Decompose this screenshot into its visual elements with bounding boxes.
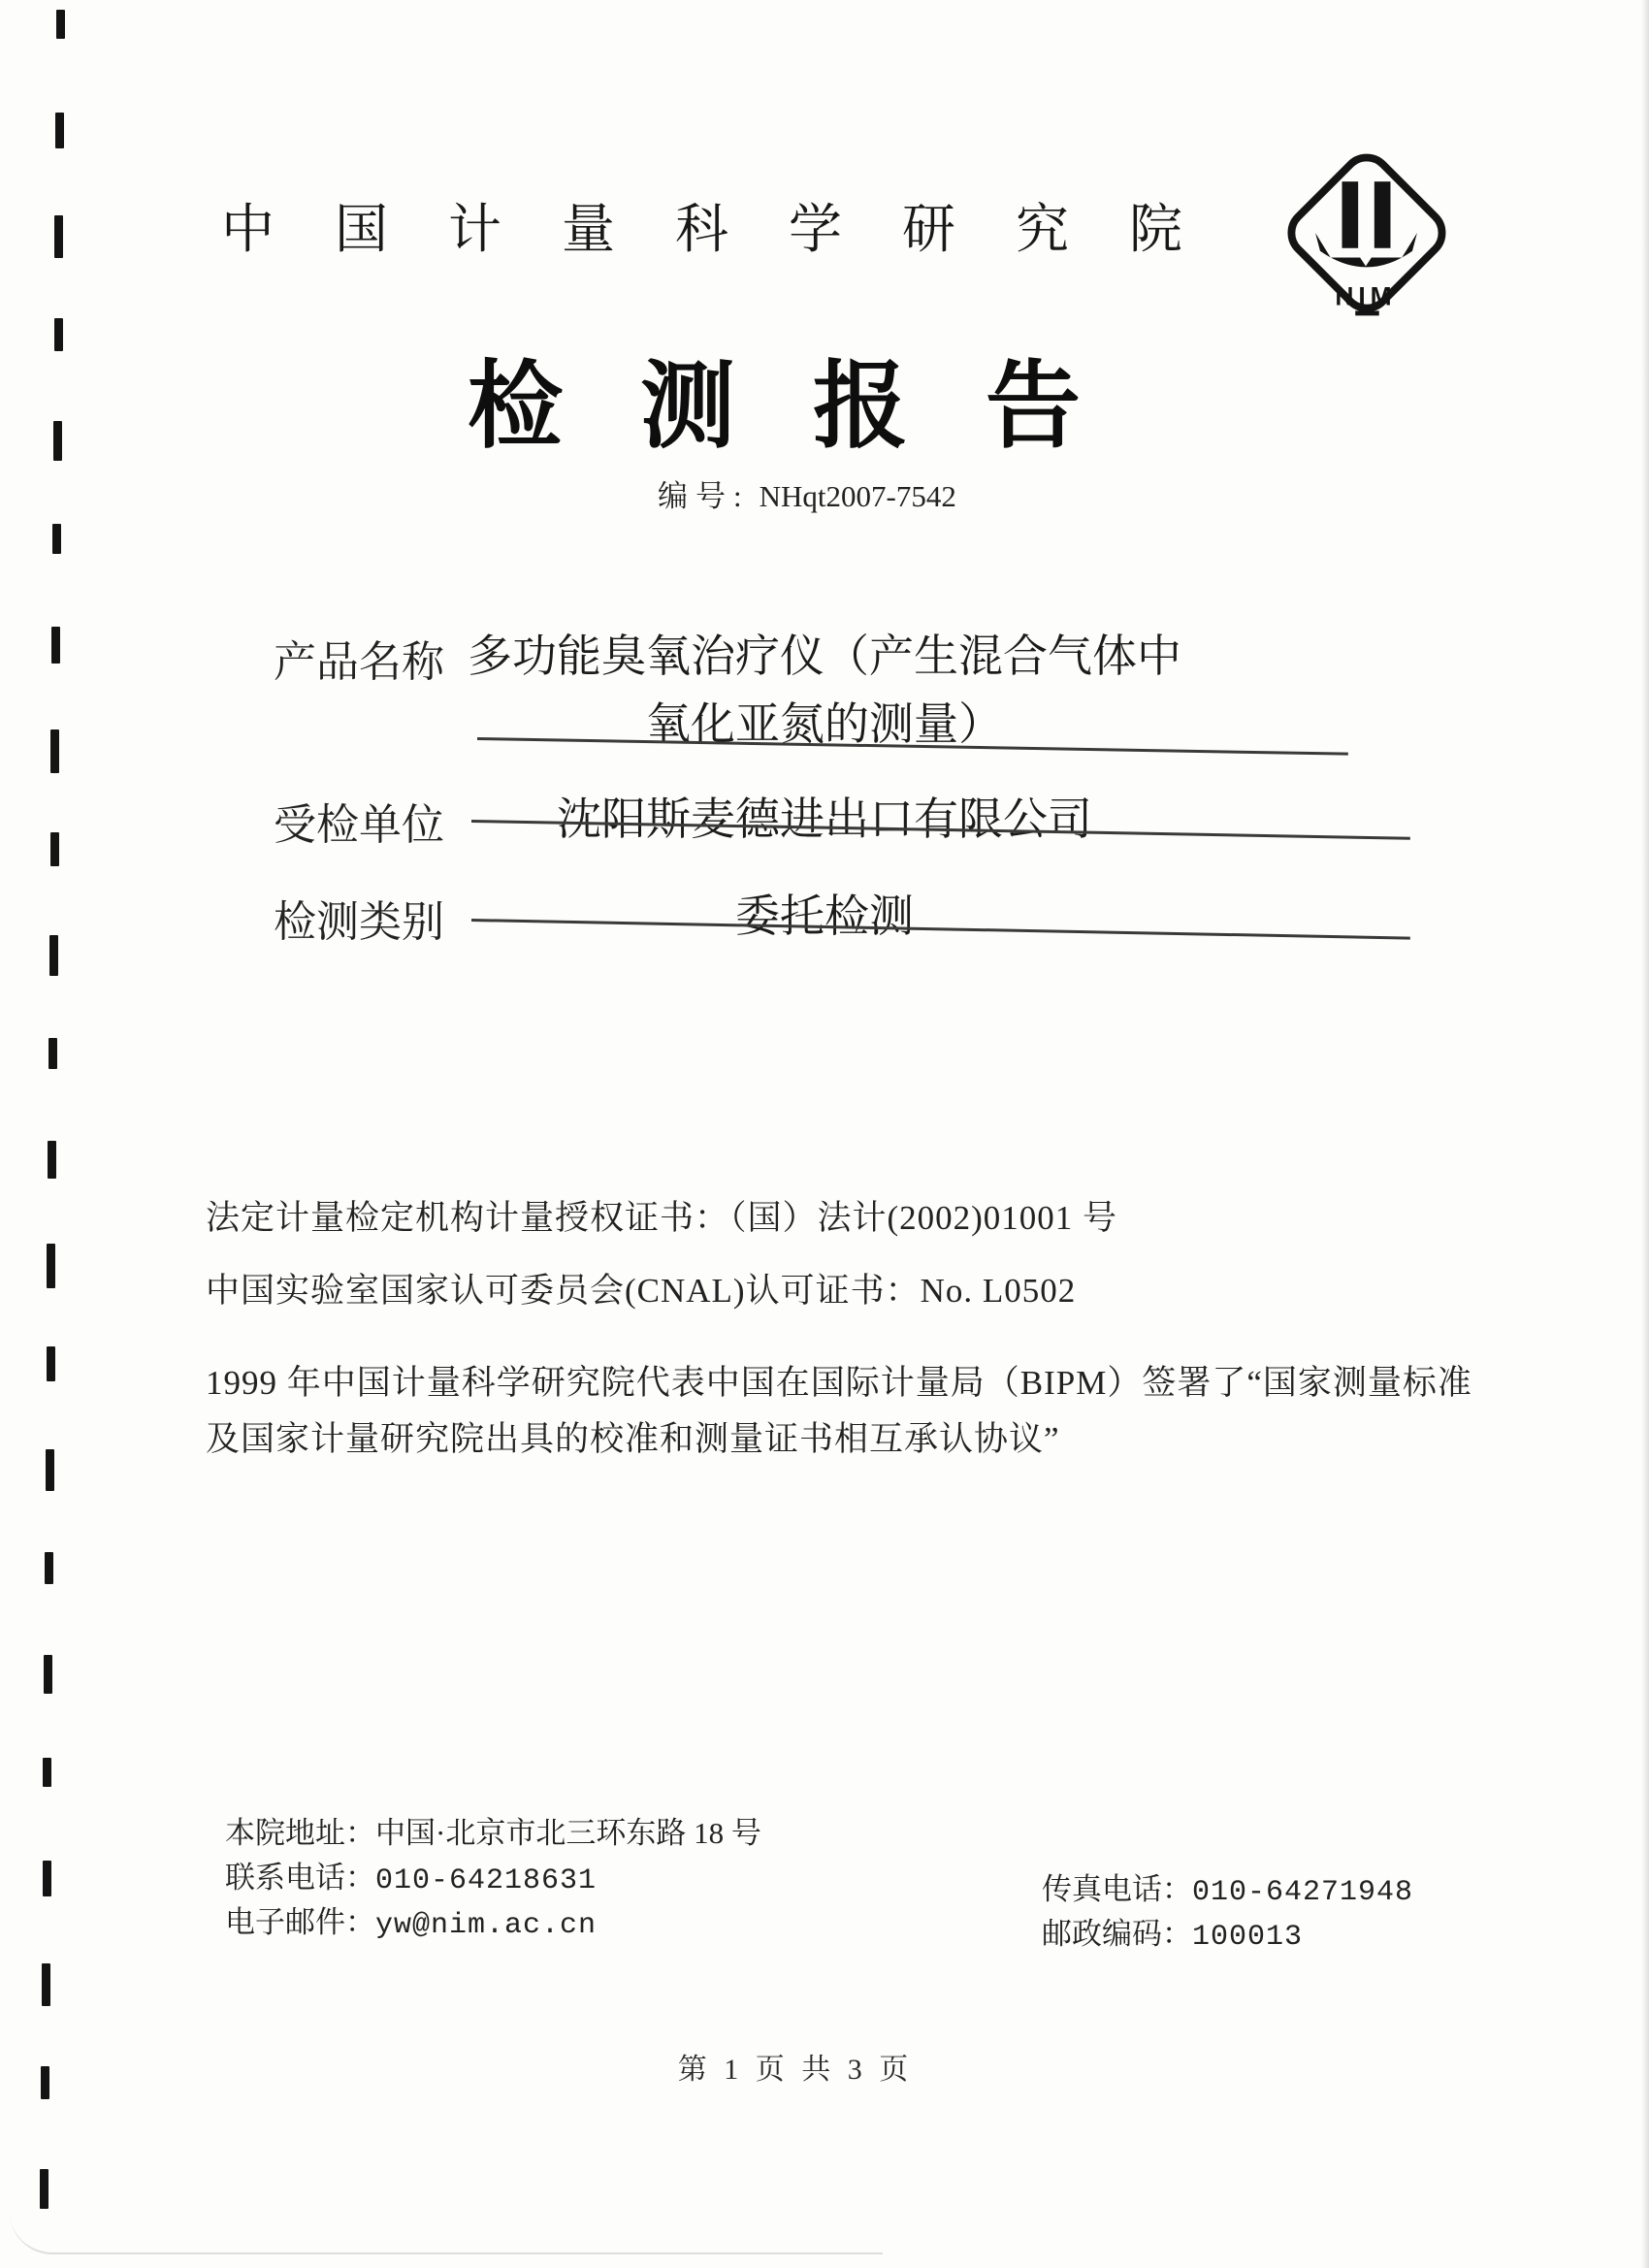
logo-underline (1355, 310, 1379, 315)
report-number-value: NHqt2007-7542 (759, 479, 956, 513)
binding-dash (47, 1244, 55, 1288)
field-label-product-name: 产品名称 (274, 638, 444, 686)
contact-email (225, 1897, 597, 1942)
contact-postcode-label: 邮政编码： (1042, 1917, 1192, 1951)
binding-dash (53, 421, 62, 461)
logo-text: NIM (1335, 281, 1397, 311)
nim-logo (1271, 142, 1461, 332)
binding-dash (42, 1963, 50, 2006)
accreditation-line-2: 中国实验室国家认可委员会(CNAL)认可证书：No. L0502 (206, 1272, 1077, 1310)
contact-phone-value: 010-64218631 (375, 1864, 598, 1897)
statement-line-2: 及国家计量研究院出具的校准和测量证书相互承认协议” (206, 1420, 1060, 1458)
binding-dash (52, 524, 61, 554)
accreditation-line-1: 法定计量检定机构计量授权证书：（国）法计(2002)01001 号 (206, 1199, 1118, 1237)
binding-dash (50, 729, 59, 773)
binding-dash (40, 2169, 48, 2209)
binding-dash (46, 1449, 54, 1491)
field-value-test-category: 委托检测 (735, 891, 914, 941)
binding-dash (43, 1758, 51, 1787)
report-number (658, 471, 956, 515)
contact-fax-label: 传真电话： (1042, 1872, 1192, 1906)
contact-address (225, 1808, 761, 1852)
report-title: 检测报告 (468, 352, 1159, 459)
field-value-client: 沈阳斯麦德进出口有限公司 (557, 794, 1092, 844)
binding-dash (51, 627, 60, 664)
logo-glyph (1315, 181, 1417, 267)
field-label-test-category: 检测类别 (274, 898, 444, 946)
contact-phone (225, 1853, 597, 1897)
binding-dash (54, 215, 63, 258)
binding-dash (45, 1552, 53, 1584)
binding-dash (56, 10, 65, 39)
statement-line-1: 1999 年中国计量科学研究院代表中国在国际计量局（BIPM）签署了“国家测量标准 (206, 1364, 1472, 1402)
contact-postcode (1042, 1909, 1303, 1954)
binding-dash (55, 113, 64, 148)
binding-dash (50, 832, 59, 866)
binding-dash (48, 1141, 56, 1179)
binding-dash (47, 1346, 55, 1381)
contact-fax (1042, 1864, 1413, 1909)
scan-edge-bottom (10, 2212, 883, 2254)
binding-dash (54, 318, 63, 351)
contact-email-label: 电子邮件： (225, 1905, 375, 1939)
report-number-label: 编号: (658, 479, 750, 513)
contact-fax-value: 010-64271948 (1192, 1876, 1414, 1909)
institute-name: 中国计量科学研究院 (221, 200, 1244, 259)
binding-dash (48, 1038, 57, 1069)
contact-phone-label: 联系电话： (225, 1861, 375, 1895)
binding-dash (44, 1655, 52, 1694)
field-value-product-name-line1: 多功能臭氧治疗仪（产生混合气体中 (468, 631, 1181, 681)
binding-dash (43, 1861, 51, 1896)
binding-dash (49, 935, 58, 976)
scan-edge-right (1641, 0, 1649, 2268)
contact-address-label: 本院地址： (225, 1816, 375, 1850)
contact-postcode-value: 100013 (1192, 1921, 1304, 1954)
contact-email-value: yw@nim.ac.cn (375, 1909, 598, 1942)
field-value-product-name-line2: 氧化亚氮的测量） (646, 698, 1003, 749)
field-label-client: 受检单位 (274, 801, 444, 849)
contact-address-value: 中国·北京市北三环东路 18 号 (375, 1816, 761, 1850)
page-number: 第 1 页 共 3 页 (677, 2054, 914, 2086)
